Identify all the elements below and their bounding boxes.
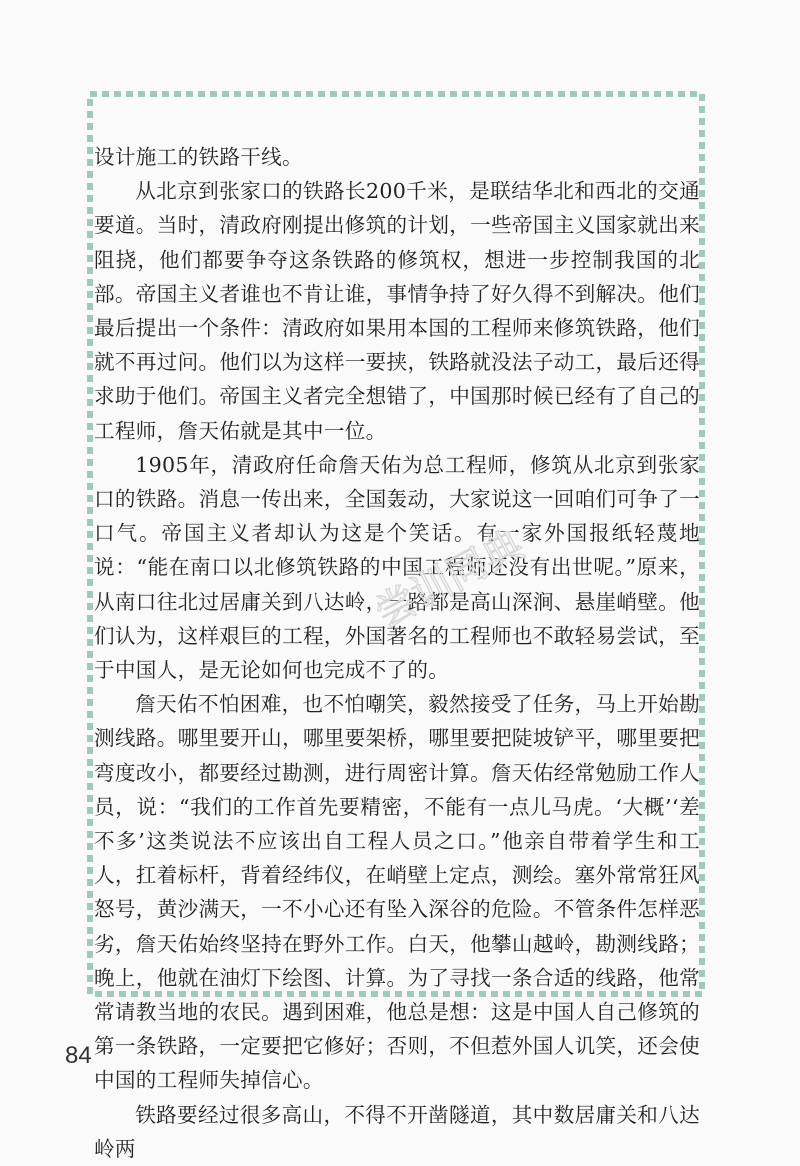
- paragraph: 从北京到张家口的铁路长200千米，是联结华北和西北的交通要道。当时，清政府刚提出修筑的计划，一些帝国主义国家就出来阻挠，他们都要争夺这条铁路的修筑权，想进一步控制我国的北部。帝国主义者谁也不肯让谁，事情争持了好久得不到解决。他们最后提出一个条件：清政府如果用本国的工程师来修筑铁路，他们就不再过问。他们以为这样一要挟，铁路就没法子动工，最后还得求助于他们。帝国主义者完全想错了，中国那时候已经有了自己的工程师，詹天佑就是其中一位。: [94, 179, 700, 443]
- page-number: 84: [65, 1042, 92, 1069]
- paragraph: 铁路要经过很多高山，不得不开凿隧道，其中数居庸关和八达岭两: [94, 1102, 700, 1161]
- svg-text:尝训同典: 尝训同典: [368, 521, 531, 637]
- paragraph-continued: 设计施工的铁路干线。: [94, 145, 303, 169]
- paragraph: 1905年，清政府任命詹天佑为总工程师，修筑从北京到张家口的铁路。消息一传出来，全国轰动，大家说这一回咱们可争了一口气。帝国主义者却认为这是个笑话。有一家外国报纸轻蔑地说：“能在南口以北修筑铁路的中国工程师还没有出世呢。”原来，从南口往北过居庸关到八达岭，一路都是高山深涧、悬崖峭壁。他们认为，这样艰巨的工程，外国著名的工程师也不敢轻易尝试，至于中国人，是无论如何也完成不了的。: [94, 452, 700, 683]
- paragraph: 詹天佑不怕困难，也不怕嘲笑，毅然接受了任务，马上开始勘测线路。哪里要开山，哪里要架桥，哪里要把陡坡铲平，哪里要把弯度改小，都要经过勘测，进行周密计算。詹天佑经常勉励工作人员，说：“我们的工作首先要精密，不能有一点儿马虎。‘大概’‘差不多’这类说法不应该出自工程人员之口。”他亲自带着学生和工人，扛着标杆，背着经纬仪，在峭壁上定点，测绘。塞外常常狂风怒号，黄沙满天，一不小心还有坠入深谷的危险。不管条件怎样恶劣，詹天佑始终坚持在野外工作。白天，他攀山越岭，勘测线路；晚上，他就在油灯下绘图、计算。为了寻找一条合适的线路，他常常请教当地的农民。遇到困难，他总是想：这是中国人自己修筑的第一条铁路，一定要把它修好；否则，不但惹外国人讥笑，还会使中国的工程师失掉信心。: [94, 692, 700, 1093]
- body-text: [94, 140, 700, 1161]
- page-frame: [84, 88, 708, 1161]
